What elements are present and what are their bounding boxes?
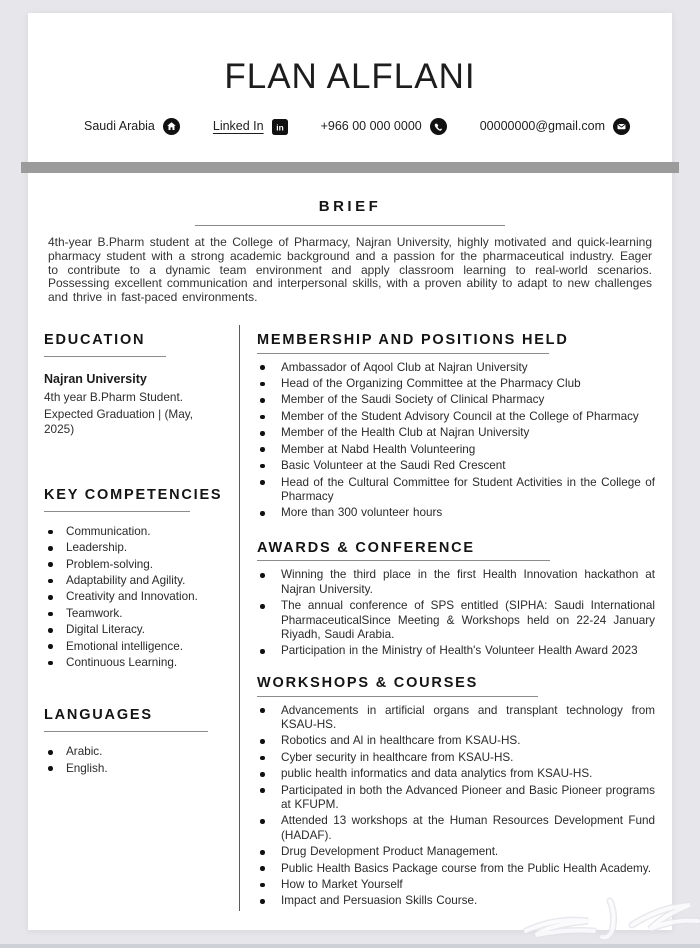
list-item: The annual conference of SPS entitled (SIPHA: Saudi International PharmaceuticalSince Meeting & Workshops held on 22-24 January Riyadh, Saudi Arabia.	[257, 599, 655, 642]
list-item: Drug Development Product Management.	[257, 845, 655, 859]
linkedin-link[interactable]: Linked In	[212, 119, 264, 134]
envelope-icon	[613, 118, 630, 135]
brief-rule	[195, 225, 505, 226]
brief-text: 4th-year B.Pharm student at the College of Pharmacy, Najran University, highly motivated and quick-learning pharmacy student with a strong academic background and a passion for the pharmaceutical industry. Eager to contribute to a dynamic team environment and apply classroom learning to real-world scenarios. Possessing excellent communication and interpersonal skills, with a proven ability to adapt to new challenges and thrive in fast-paced environments.	[48, 235, 652, 305]
membership-rule	[257, 353, 549, 354]
location-label: Saudi Arabia	[84, 119, 155, 134]
education-school: Najran University	[44, 371, 147, 386]
membership-title: MEMBERSHIP AND POSITIONS HELD	[257, 331, 569, 348]
list-item: Member of the Student Advisory Council at the College of Pharmacy	[257, 410, 655, 424]
contact-email[interactable]	[480, 118, 630, 135]
header-divider-bar	[21, 162, 679, 173]
section-awards	[257, 540, 655, 659]
list-item: Basic Volunteer at the Saudi Red Crescent	[257, 459, 655, 473]
list-item: Robotics and Al in healthcare from KSAU-HS.	[257, 734, 655, 748]
membership-list	[257, 361, 655, 521]
list-item: Member of the Health Club at Najran University	[257, 426, 655, 440]
bottom-edge-strip	[0, 944, 700, 948]
section-education	[44, 332, 225, 436]
haraj-watermark	[514, 883, 700, 948]
list-item: Participated in both the Advanced Pioneer and Basic Pioneer programs at KFUPM.	[257, 784, 655, 813]
list-item: Advancements in artificial organs and transplant technology from KSAU-HS.	[257, 704, 655, 733]
contact-linkedin[interactable]	[213, 119, 288, 135]
list-item: Winning the third place in the first Health Innovation hackathon at Najran University.	[257, 568, 655, 597]
list-item: Member of the Saudi Society of Clinical Pharmacy	[257, 393, 655, 407]
competencies-rule	[44, 511, 190, 512]
haraj-watermark-graphic	[514, 883, 700, 948]
list-item: Teamwork.	[44, 607, 225, 621]
section-membership	[257, 332, 655, 521]
phone-icon	[430, 118, 447, 135]
list-item: public health informatics and data analytics from KSAU-HS.	[257, 767, 655, 781]
competencies-list	[44, 525, 225, 671]
list-item: Ambassador of Aqool Club at Najran University	[257, 361, 655, 375]
list-item: Arabic.	[44, 745, 225, 759]
list-item: English.	[44, 762, 225, 776]
list-item: Adaptability and Agility.	[44, 574, 225, 588]
workshops-rule	[257, 696, 538, 697]
awards-rule	[257, 560, 550, 561]
list-item: Participation in the Ministry of Health's Volunteer Health Award 2023	[257, 644, 655, 658]
list-item: More than 300 volunteer hours	[257, 506, 655, 520]
home-icon	[163, 118, 180, 135]
list-item: Member at Nabd Health Volunteering	[257, 443, 655, 457]
svg-text:in: in	[275, 122, 284, 133]
awards-title: AWARDS & CONFERENCE	[257, 539, 475, 556]
list-item: Creativity and Innovation.	[44, 590, 225, 604]
list-item: Head of the Organizing Committee at the Pharmacy Club	[257, 377, 655, 391]
email-address[interactable]: 00000000@gmail.com	[479, 119, 605, 134]
education-title: EDUCATION	[44, 331, 146, 348]
left-column	[28, 325, 239, 911]
list-item: Problem-solving.	[44, 558, 225, 572]
list-item: Leadership.	[44, 541, 225, 555]
list-item: Cyber security in healthcare from KSAU-HS.	[257, 751, 655, 765]
list-item: Communication.	[44, 525, 225, 539]
section-key-competencies	[44, 487, 225, 670]
list-item: Continuous Learning.	[44, 656, 225, 670]
list-item: Emotional intelligence.	[44, 640, 225, 654]
columns	[28, 325, 672, 911]
person-name: FLAN ALFLANI	[224, 57, 476, 96]
list-item: Attended 13 workshops at the Human Resources Development Fund (HADAF).	[257, 814, 655, 843]
linkedin-icon[interactable]	[272, 119, 288, 135]
education-rule	[44, 356, 166, 357]
list-item: Digital Literacy.	[44, 623, 225, 637]
education-graduation: Expected Graduation | (May, 2025)	[44, 407, 194, 436]
contact-phone[interactable]	[321, 118, 447, 135]
workshops-list	[257, 704, 655, 909]
list-item: Public Health Basics Package course from the Public Health Academy.	[257, 862, 655, 876]
section-workshops	[257, 675, 655, 909]
languages-list	[44, 745, 225, 776]
brief-title: BRIEF	[318, 198, 382, 215]
languages-rule	[44, 731, 208, 732]
right-column	[240, 325, 672, 911]
list-item: Impact and Persuasion Skills Course.	[257, 894, 655, 908]
education-degree: 4th year B.Pharm Student.	[44, 389, 184, 404]
awards-list	[257, 568, 655, 658]
resume-page	[28, 13, 672, 930]
contact-row	[28, 118, 672, 135]
languages-title: LANGUAGES	[44, 707, 153, 724]
competencies-title: KEY COMPETENCIES	[44, 487, 223, 504]
section-languages	[44, 707, 225, 775]
workshops-title: WORKSHOPS & COURSES	[257, 674, 479, 691]
list-item: How to Market Yourself	[257, 878, 655, 892]
contact-location	[84, 118, 180, 135]
phone-number[interactable]: +966 00 000 0000	[320, 119, 422, 134]
list-item: Head of the Cultural Committee for Student Activities in the College of Pharmacy	[257, 476, 655, 505]
